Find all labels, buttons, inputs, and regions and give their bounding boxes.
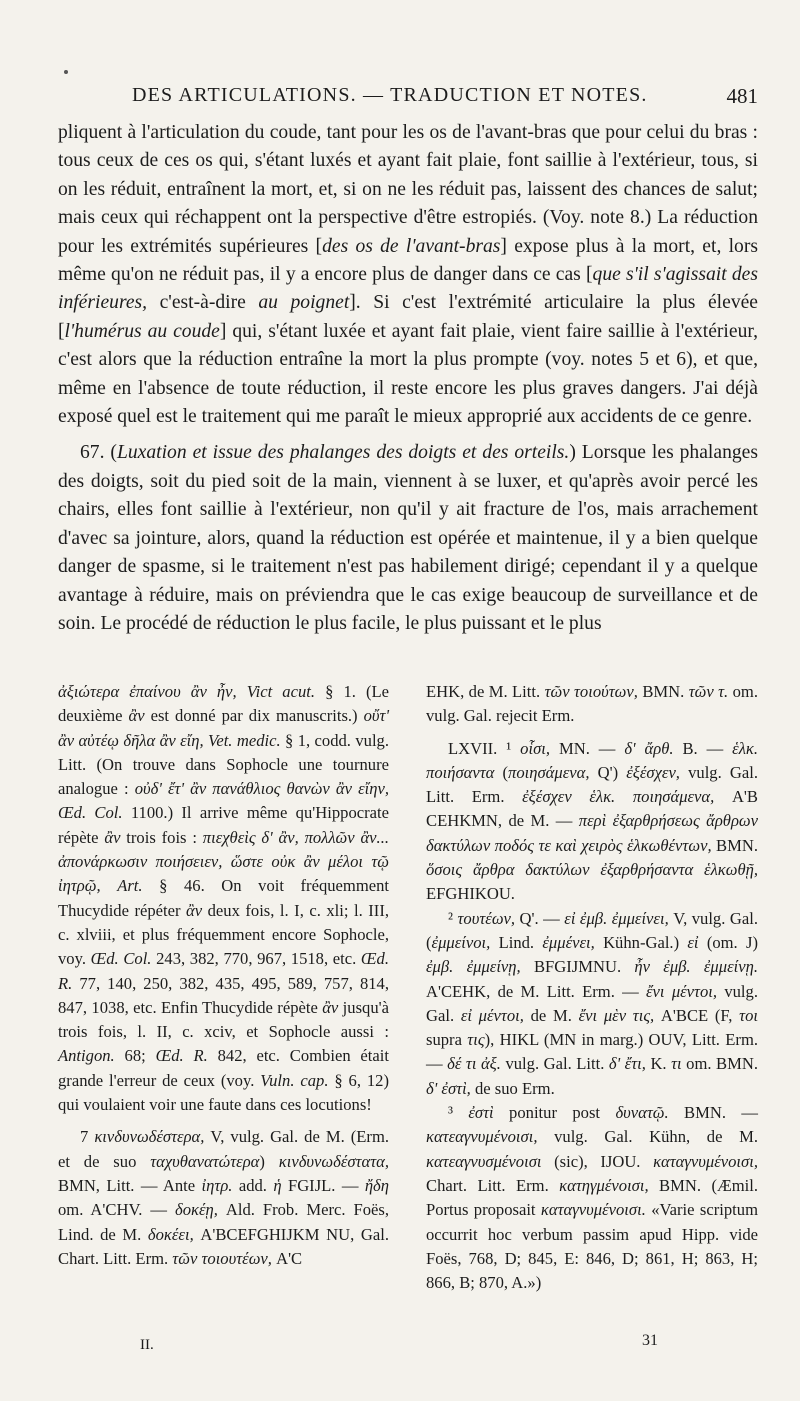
text-run: FGIJL. —	[281, 1175, 365, 1195]
greek-run: τῶν τ.	[688, 682, 729, 701]
text-run: BFGIJMNU.	[520, 957, 635, 977]
sheet-signature: 31	[642, 1332, 658, 1349]
text-run: 7	[80, 1127, 95, 1147]
section-heading-italic: Luxation et issue des phalanges des doigts et des orteils.	[116, 442, 570, 464]
note-lxvii-3	[426, 1101, 758, 1295]
text-run: 243, 382, 770, 967, 1518, etc.	[151, 949, 361, 969]
page-number: 481	[726, 84, 758, 108]
greek-run: καταγνυμένοισι.	[540, 1200, 646, 1220]
greek-run: ἡ	[273, 1175, 282, 1195]
text-run: V, vulg. Gal. de M. (Erm. et de suo	[58, 1127, 389, 1171]
text-run: ) Lorsque les phalanges des doigts, soit du pied soit de la main, viennent à se luxer, et qu'après avoir percé les chairs, elles font saillie à l'extérieur, non qu'il y ait fracture de l'os, mais arrachement d'avec sa jointure, alors, quand la réduction est opérée et maintenue, il y a bien quelque danger de spasme, si le traitement n'est pas habilement dirigé; cependant il y a quelque avantage à réduire, mais on préviendra que le cas exige beaucoup de surveillance et de soin. Le procédé de réduction le plus facile, le plus puissant et le plus	[58, 442, 758, 634]
text-run: MN. —	[550, 738, 625, 758]
text-run: vulg. Gal. Litt.	[500, 1054, 609, 1074]
running-head	[132, 84, 758, 114]
text-run: om. A'CHV. —	[58, 1200, 175, 1220]
greek-run: ἐμμένει,	[542, 932, 595, 952]
italic-run: Vet. medic.	[208, 730, 281, 750]
greek-run: πιεχθεὶς δ' ἂν, πολλῶν ἂν... ἀπονάρκωσιν ποιήσειεν, ὥστε οὐκ ἂν μέλοι τῷ ἰητρῷ,	[58, 827, 389, 896]
text-run: ), HIKL (MN in marg.) OUV, Litt. Erm. —	[426, 1030, 758, 1074]
greek-run: τοι	[739, 1005, 759, 1025]
text-run: vulg. Gal.	[426, 981, 758, 1025]
greek-run: ὅσοις ἄρθρα δακτύλων ἐξαρθρήσαντα ἑλκωθῇ,	[426, 860, 758, 880]
greek-run: κατηγμένοισι,	[559, 1175, 649, 1195]
text-run: (	[494, 762, 509, 782]
greek-run: ἐστὶ	[468, 1103, 494, 1123]
text-run: 1100.) Il arrive même qu'Hippocrate répète	[58, 803, 389, 847]
greek-run: ἔνι μὲν τις,	[578, 1005, 655, 1025]
main-text	[58, 119, 758, 638]
text-run: BMN, Litt. — Ante	[58, 1175, 202, 1195]
greek-run: ἔνι μέντοι,	[646, 981, 718, 1001]
main-paragraph-1	[58, 119, 758, 431]
text-run: 77, 140, 250, 382, 435, 495, 589, 757, 814, 847, 1038, etc. Enfin Thucydide répète	[58, 973, 389, 1017]
greek-run: δ' ἄρθ.	[624, 738, 674, 758]
text-run: LXVII. ¹	[448, 738, 521, 758]
text-run: de suo Erm.	[470, 1078, 555, 1098]
text-run: 67. (	[80, 442, 117, 464]
text-run: pliquent à l'articulation du coude, tant pour les os de l'avant-bras que pour celui du bras : tous ceux de ces os qui, s'étant luxés et ayant fait plaie, font saillie à l'extérieur, tous, si on les réduit, entraînent la mort, et, si on ne les réduit pas, laissent des chances de salut; mais ceux qui réchappent ont la perspective d'être estropiés. (Voy. note 8.) La réduction pour les extrémités supérieures [	[58, 122, 758, 257]
text-run: est donné par dix manuscrits.)	[144, 706, 364, 726]
text-run: § 1. (Le deuxième	[58, 682, 390, 726]
greek-run: δέ τι ἀξ.	[447, 1054, 501, 1074]
text-run: vulg. Gal. Kühn, de M.	[537, 1127, 758, 1147]
text-run: BMN.	[637, 682, 689, 701]
greek-run: κινδυνωδέστατα,	[278, 1151, 389, 1171]
greek-run: ἐξέσχεν ἑλκ. ποιησάμενα,	[522, 787, 715, 807]
text-run: ³	[448, 1103, 469, 1123]
greek-run: ἐμβ. ἐμμείνῃ,	[426, 957, 521, 977]
greek-run: κατεαγνυσμένοισι	[426, 1151, 542, 1171]
greek-run: ἦν ἐμβ. ἐμμείνῃ.	[634, 957, 758, 977]
greek-run: δοκέει,	[147, 1224, 194, 1244]
text-run: )	[259, 1151, 279, 1171]
text-run: Lind.	[490, 932, 543, 952]
text-run: BMN. (Æmil. Portus proposait	[426, 1175, 759, 1220]
text-run: A'BCEFGHIJKM NU, Gal. Chart. Litt. Erm.	[58, 1224, 389, 1268]
text-run: add.	[232, 1175, 274, 1195]
text-run: om. BMN.	[681, 1054, 758, 1074]
note-7-continuation	[426, 680, 758, 729]
greek-run: εἰ ἐμβ. ἐμμείνει,	[564, 908, 669, 928]
italic-run: l'humérus au coude	[64, 320, 220, 342]
italic-run: des os de l'avant-bras	[322, 235, 501, 257]
greek-run: δ' ἐστὶ,	[426, 1078, 471, 1098]
text-run: ²	[448, 908, 458, 928]
greek-run: εἰ	[687, 932, 699, 952]
text-run: Chart. Litt. Erm.	[426, 1175, 560, 1195]
running-title: DES ARTICULATIONS. — TRADUCTION ET NOTES.	[132, 84, 648, 106]
text-run: § 1, codd. vulg. Litt. (On trouve dans Sophocle une tournure analogue :	[58, 730, 390, 799]
note-7	[58, 1125, 389, 1271]
greek-run: ποιησάμενα,	[508, 762, 590, 782]
text-run: A'CEHK, de M. Litt. Erm. —	[426, 981, 647, 1001]
text-run: Kühn-Gal.)	[594, 932, 688, 952]
text-run: § 6, 12) qui voulaient voir une faute dans ces locutions!	[58, 1070, 389, 1115]
greek-run: ἐμμείνοι,	[431, 932, 491, 952]
italic-run: Vuln. cap.	[260, 1070, 329, 1090]
greek-run: δοκέῃ,	[174, 1200, 218, 1220]
italic-run: Antigon.	[58, 1046, 115, 1066]
main-paragraph-67	[58, 439, 758, 638]
text-run: Q'. —	[515, 908, 565, 928]
text-run: 68;	[114, 1046, 156, 1066]
greek-run: ἐξέσχεν,	[626, 762, 680, 782]
text-run: A'BCE (F,	[654, 1005, 740, 1025]
italic-run: Art.	[117, 876, 143, 896]
text-run: c'est-à-dire	[147, 292, 259, 314]
greek-run: οὔτ' ἂν αὐτέῳ δῆλα ἂν εἴη,	[58, 706, 389, 750]
italic-run: que s'il s'agissait des inférieures,	[58, 264, 758, 314]
text-run: (sic), IJOU.	[541, 1151, 654, 1171]
text-run: BMN.	[711, 835, 758, 855]
greek-run: ἂν	[128, 706, 145, 726]
italic-run: Œd. Col.	[90, 949, 152, 969]
greek-run: ἂν	[104, 827, 121, 847]
greek-run: οὐδ' ἔτ' ἂν πανάθλιος θανὼν ἂν εἴην,	[134, 779, 389, 799]
greek-run: κατεαγνυμένοισι,	[426, 1127, 538, 1147]
text-run: 842, etc. Combien était grande l'erreur de ceux (voy.	[58, 1046, 389, 1090]
greek-run: τουτέων,	[457, 908, 516, 928]
text-run: EFGHIKOU.	[426, 884, 515, 904]
text-run: supra	[426, 1030, 468, 1050]
notes-right-column	[426, 680, 758, 1295]
text-run: B. —	[673, 738, 733, 758]
text-run: jusqu'à trois fois, l. II, c. xciv, et Sophocle aussi :	[58, 997, 389, 1042]
greek-run: τις	[467, 1030, 485, 1050]
text-run: deux fois, l. I, c. xli; l. III, c. xlviii, et plus fréquemment encore Sophocle, voy.	[58, 900, 390, 969]
text-run: A'B CEHKMN, de M. —	[426, 787, 758, 831]
text-run: § 46. On voit fréquemment Thucydide répéter	[58, 876, 389, 920]
greek-run: ἤδη	[364, 1175, 389, 1195]
text-run: Q')	[589, 762, 627, 782]
italic-run: Œd. Col.	[58, 803, 123, 823]
greek-run: ἂν	[322, 997, 339, 1017]
italic-run: au poignet	[258, 292, 350, 314]
greek-run: δ' ἔτι,	[608, 1054, 646, 1074]
text-run: «Varie scriptum occurrit hoc verbum passim apud Hipp. vide Foës, 768, D; 845, E: 846, D; 861, H; 863, H; 866, B; 870, A.»)	[426, 1200, 758, 1293]
italic-run: Vict acut.	[246, 682, 316, 701]
text-run: (om. J)	[698, 932, 758, 952]
text-run: ponitur post	[493, 1103, 616, 1123]
italic-run: Œd. R.	[155, 1046, 208, 1066]
text-run: EHK, de M. Litt.	[426, 682, 545, 701]
text-run: ] qui, s'étant luxée et ayant fait plaie, vient faire saillie à l'extérieur, c'est alors que la réduction entraîne la mort la plus prompte (voy. notes 5 et 6), et que, même en l'absence de toute réduction, il reste encore les plus graves dangers. J'ai déjà exposé quel est le traitement qui me paraît le mieux approprié aux accidents de ce genre.	[58, 320, 759, 428]
text-run: V, vulg. Gal. (	[426, 908, 758, 952]
greek-run: τι	[671, 1054, 682, 1074]
greek-run: εἰ μέντοι,	[460, 1005, 524, 1025]
greek-run: ἂν	[186, 900, 203, 920]
text-run: om. vulg. Gal. rejecit Erm.	[426, 682, 758, 726]
note-continuation	[58, 680, 389, 1117]
greek-run: ἀξιώτερα ἐπαίνου ἂν ἦν,	[58, 682, 237, 701]
greek-run: κινδυνωδέστερα,	[94, 1127, 205, 1147]
greek-run: τῶν τοιουτέων,	[172, 1248, 272, 1268]
note-lxvii-1	[426, 737, 758, 907]
text-run: vulg. Gal. Litt. Erm.	[426, 762, 758, 807]
greek-run: ταχυθανατώτερα	[150, 1151, 260, 1171]
greek-run: καταγνυμένοισι,	[653, 1151, 758, 1171]
greek-run: ἑλκ. ποιήσαντα	[426, 738, 759, 782]
notes-left-column	[58, 680, 389, 1271]
greek-run: περὶ ἐξαρθρήσεως ἄρθρων δακτύλων ποδός τε καὶ χειρὸς ἑλκωθέντων,	[426, 811, 758, 855]
volume-signature: II.	[140, 1337, 154, 1353]
text-run: K.	[645, 1054, 672, 1074]
text-run: A'C	[271, 1248, 303, 1268]
text-run: ] expose plus à la mort, et, lors même qu'on ne réduit pas, il y a encore plus de danger dans ce cas [	[58, 235, 758, 286]
greek-run: οἷσι,	[520, 738, 551, 758]
text-run: Ald. Frob. Merc. Foës, Lind. de M.	[58, 1200, 389, 1244]
text-run: de M.	[523, 1005, 579, 1025]
greek-run: ἰητρ.	[201, 1175, 233, 1195]
italic-run: Œd. R.	[58, 949, 389, 993]
note-lxvii-2	[426, 907, 758, 1101]
greek-run: δυνατῷ.	[615, 1103, 669, 1123]
greek-run: τῶν τοιούτων,	[544, 682, 638, 701]
text-run: BMN. —	[668, 1103, 758, 1123]
stray-ink-mark	[64, 70, 68, 74]
text-run: ]. Si c'est l'extrémité articulaire la plus élevée [	[58, 292, 759, 342]
text-run: trois fois :	[120, 827, 203, 847]
